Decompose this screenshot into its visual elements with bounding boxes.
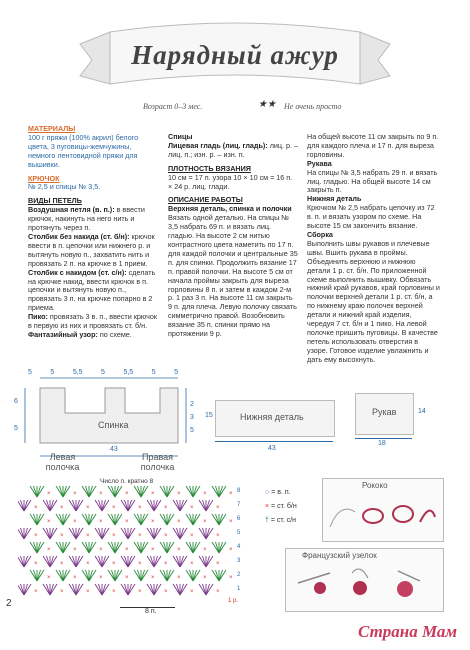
sc-mark: × xyxy=(229,547,233,553)
sc-mark: × xyxy=(86,589,90,595)
stitch-mark xyxy=(212,570,219,581)
sc-mark: × xyxy=(86,533,90,539)
stitch-mark xyxy=(37,486,44,497)
page-number: 2 xyxy=(6,598,12,609)
sc-mark: × xyxy=(73,491,77,497)
sc-mark: × xyxy=(47,519,51,525)
stitch-mark xyxy=(95,556,102,567)
hook-heading: КРЮЧОК xyxy=(28,173,60,183)
single-crochet-icon: × xyxy=(265,503,270,510)
stitch-mark xyxy=(134,514,141,525)
stitch-mark xyxy=(37,542,44,553)
stitch-mark xyxy=(89,486,96,497)
left-dim-2: 5 xyxy=(14,425,18,432)
dim: 5 xyxy=(28,369,32,376)
stitch-mark xyxy=(56,486,63,497)
stitch-mark xyxy=(154,556,161,567)
sc-mark: × xyxy=(34,589,38,595)
stitch-mark xyxy=(82,570,89,581)
stitch-mark xyxy=(212,514,219,525)
density-text: 10 см = 17 п. узора 10 × 10 см = 16 п. × 24 р. лиц. глади. xyxy=(168,172,293,191)
crochet-chart xyxy=(18,485,233,605)
stitch-mark xyxy=(108,486,115,497)
stitch-mark xyxy=(167,514,174,525)
stitch-mark xyxy=(167,542,174,553)
stitch-mark xyxy=(102,528,109,539)
sc-mark: × xyxy=(216,505,220,511)
sc-mark: × xyxy=(125,519,129,525)
stitch-mark xyxy=(128,584,135,595)
stitch-mark xyxy=(69,584,76,595)
upper-part-text: Вязать одной деталью. На спицы № 3,5 набрать 69 п. и вязать лиц. гладью. На высоте 2 см нитью контрастного цвета наметить по 17 п. для каждой полочки и центральные 35 п. для спинки. Продолжить вязание 17 п. правой полочки. На высоте 5 см от начала проймы закрыть для выреза горловины 8 п. и затем в каждом 2-м р. 1 раз 3 п. На высоте 11 см закрыть 9 п. для плеча. Левую полочку связать симметрично правой. Возобновить вязание 35 п. спинки прямо на протяжении 9 р. xyxy=(168,213,298,339)
stitch-mark xyxy=(141,514,148,525)
stitch-mark xyxy=(30,542,37,553)
stitch-mark xyxy=(43,556,50,567)
stockinette-label: Лицевая гладь (лиц. гладь): xyxy=(168,140,268,150)
french-knot-illustration xyxy=(290,563,440,608)
stitch-mark xyxy=(89,514,96,525)
sc-mark: × xyxy=(151,575,155,581)
sc-mark: × xyxy=(229,519,233,525)
row-number: 1 xyxy=(237,586,241,592)
lower-part-label: Нижняя деталь xyxy=(307,194,362,204)
stitch-mark xyxy=(186,542,193,553)
stitch-mark xyxy=(30,570,37,581)
stitch-mark xyxy=(102,556,109,567)
stitch-mark xyxy=(69,556,76,567)
sc-mark: × xyxy=(138,505,142,511)
difficulty-label: Не очень просто xyxy=(284,102,342,111)
stitch-mark xyxy=(173,584,180,595)
dim: 5,5 xyxy=(123,369,134,376)
watermark: Страна Мам xyxy=(358,622,458,641)
sc-mark: × xyxy=(73,519,77,525)
stitch-mark xyxy=(186,514,193,525)
repeat-line xyxy=(120,607,175,608)
sc-mark: × xyxy=(229,491,233,497)
sc-mark: × xyxy=(138,589,142,595)
stitch-mark xyxy=(43,500,50,511)
stitch-mark xyxy=(121,584,128,595)
materials-heading: МАТЕРИАЛЫ xyxy=(28,124,76,133)
stitch-mark xyxy=(63,542,70,553)
sc-mark: × xyxy=(203,491,207,497)
stitch-mark xyxy=(76,500,83,511)
stitch-mark xyxy=(50,500,57,511)
stitch-mark xyxy=(56,542,63,553)
sc-mark: × xyxy=(47,575,51,581)
sc-mark: × xyxy=(164,589,168,595)
sc-mark: × xyxy=(86,505,90,511)
sc-mark: × xyxy=(112,533,116,539)
fancy-label: Фантазийный узор: xyxy=(28,329,98,339)
stitch-mark xyxy=(108,542,115,553)
sc-text: крючок ввести в п. цепочки или нижнего р. и вытянуть новую п., захватить нить и провязать 2 п. на крючке в 1 прием. xyxy=(28,231,155,268)
column-materials xyxy=(28,125,158,340)
stitch-mark xyxy=(108,570,115,581)
stitch-mark xyxy=(134,486,141,497)
sc-mark: × xyxy=(138,533,142,539)
sc-mark: × xyxy=(125,575,129,581)
chain-icon: ○ xyxy=(265,489,270,496)
picot-text: провязать 3 в. п., ввести крючок в первую из них и провязать ст. б/н. xyxy=(28,312,157,331)
stitch-mark xyxy=(50,584,57,595)
sc-mark: × xyxy=(34,505,38,511)
stitch-mark xyxy=(108,514,115,525)
sc-mark: × xyxy=(86,561,90,567)
stitch-mark xyxy=(115,570,122,581)
sc-mark: × xyxy=(125,491,129,497)
stitch-mark xyxy=(89,570,96,581)
stitch-mark xyxy=(95,584,102,595)
sc-mark: × xyxy=(190,561,194,567)
sleeve-label: Рукав xyxy=(372,407,397,417)
stitch-mark xyxy=(199,584,206,595)
lower-width-line xyxy=(215,441,333,442)
lower-part-label: Нижняя деталь xyxy=(240,412,304,422)
stitch-mark xyxy=(160,514,167,525)
materials-text: 100 г пряжи (100% акрил) белого цвета, 3 пуговицы-жемчужины, немного лентовидной пряжи для вышивки. xyxy=(28,132,139,169)
sleeves-label: Рукава xyxy=(307,158,332,168)
stitch-mark xyxy=(199,500,206,511)
row-number: 2 xyxy=(237,572,241,578)
stitch-mark xyxy=(56,570,63,581)
row-number: 4 xyxy=(237,544,241,550)
stitch-mark xyxy=(167,570,174,581)
assembly-label: Сборка xyxy=(307,229,333,239)
continued-text: На общей высоте 11 см закрыть по 9 п. для каждого плеча и 17 п. для выреза горловины. xyxy=(307,132,439,159)
stitch-mark xyxy=(24,500,31,511)
stitch-mark xyxy=(206,584,213,595)
stitch-mark xyxy=(219,570,226,581)
sc-mark: × xyxy=(203,519,207,525)
stitch-mark xyxy=(56,514,63,525)
stitch-mark xyxy=(128,500,135,511)
stitch-mark xyxy=(128,556,135,567)
sc-mark: × xyxy=(138,561,142,567)
stitch-mark xyxy=(212,542,219,553)
french-knot-title: Французский узелок xyxy=(302,551,377,560)
stitch-mark xyxy=(147,584,154,595)
dim: 5 xyxy=(174,369,178,376)
lower-width: 43 xyxy=(268,445,276,452)
stitch-mark xyxy=(30,514,37,525)
stitch-mark xyxy=(160,486,167,497)
sc-mark: × xyxy=(99,519,103,525)
stockinette-text: лиц. р. – лиц. п.; изн. р. – изн. п. xyxy=(168,140,298,159)
needles-heading: Спицы xyxy=(168,132,193,141)
sc-label: Столбик без накида (ст. б/н): xyxy=(28,231,130,241)
stitch-mark xyxy=(193,570,200,581)
description-heading: ОПИСАНИЕ РАБОТЫ xyxy=(168,195,243,205)
stitch-mark xyxy=(50,528,57,539)
stitch-mark xyxy=(69,500,76,511)
stitch-mark xyxy=(173,556,180,567)
dc-text: сделать на крючке накид, ввести крючок в п. цепочки и вытянуть новую п., провязать 3 п. на крючке попарно в 2 приема. xyxy=(28,267,156,313)
air-label: Воздушная петля (в. п.): xyxy=(28,205,115,215)
stitch-mark xyxy=(141,486,148,497)
legend-label: = в. п. xyxy=(271,489,291,496)
sc-mark: × xyxy=(190,589,194,595)
stitch-mark xyxy=(173,528,180,539)
sc-mark: × xyxy=(203,547,207,553)
sc-mark: × xyxy=(34,533,38,539)
top-dimensions xyxy=(28,369,178,376)
sc-mark: × xyxy=(47,491,51,497)
sc-mark: × xyxy=(216,589,220,595)
sleeve-width-line xyxy=(355,438,412,439)
stitch-mark xyxy=(154,528,161,539)
stitch-mark xyxy=(180,556,187,567)
column-description xyxy=(168,133,298,339)
dim: 2 xyxy=(190,401,194,408)
stitch-mark xyxy=(76,556,83,567)
stitch-mark xyxy=(37,570,44,581)
stitch-mark xyxy=(160,570,167,581)
stitch-mark xyxy=(160,542,167,553)
stitch-mark xyxy=(219,514,226,525)
stitch-mark xyxy=(206,500,213,511)
stitch-mark xyxy=(82,514,89,525)
stitch-mark xyxy=(102,584,109,595)
stitch-mark xyxy=(147,528,154,539)
dim: 5 xyxy=(190,427,194,434)
sleeve-height: 14 xyxy=(418,408,426,415)
legend-label: = ст. с/н xyxy=(270,517,297,524)
stitch-mark xyxy=(24,528,31,539)
stitch-mark xyxy=(95,528,102,539)
stitch-mark xyxy=(147,500,154,511)
sc-mark: × xyxy=(190,533,194,539)
stitch-mark xyxy=(50,556,57,567)
stitch-mark xyxy=(154,500,161,511)
stitch-mark xyxy=(134,542,141,553)
sc-mark: × xyxy=(34,561,38,567)
stitch-mark xyxy=(186,486,193,497)
dim: 5 xyxy=(101,369,105,376)
chart-row-numbers xyxy=(237,484,240,596)
sc-mark: × xyxy=(229,575,233,581)
stitch-mark xyxy=(82,486,89,497)
stitch-mark xyxy=(212,486,219,497)
page-title: Нарядный ажур xyxy=(131,40,339,70)
dim: 3 xyxy=(190,414,194,421)
sc-mark: × xyxy=(112,505,116,511)
sc-mark: × xyxy=(216,561,220,567)
air-text: в ввести крючок, накинуть на него нить и протянуть через п. xyxy=(28,205,145,233)
density-heading: ПЛОТНОСТЬ ВЯЗАНИЯ xyxy=(168,163,251,173)
sleeve-width: 18 xyxy=(378,440,386,447)
lower-height: 15 xyxy=(205,412,213,419)
stitch-mark xyxy=(95,500,102,511)
stitch-mark xyxy=(63,514,70,525)
sc-mark: × xyxy=(60,561,64,567)
stitch-mark xyxy=(24,556,31,567)
stitch-mark xyxy=(219,486,226,497)
stitch-mark xyxy=(121,556,128,567)
stitch-mark xyxy=(180,500,187,511)
upper-part-label: Верхняя деталь, спинка и полочки xyxy=(168,204,292,214)
row-number: 7 xyxy=(237,502,241,508)
sc-mark: × xyxy=(203,575,207,581)
stitch-mark xyxy=(206,556,213,567)
chart-caption: Число п. кратно 8 xyxy=(100,478,154,485)
chart-start-label: 1 р. xyxy=(228,598,239,604)
stitch-mark xyxy=(63,570,70,581)
stitch-mark xyxy=(69,528,76,539)
sc-mark: × xyxy=(177,547,181,553)
sc-mark: × xyxy=(164,505,168,511)
sc-mark: × xyxy=(164,561,168,567)
stitch-mark xyxy=(43,528,50,539)
sc-mark: × xyxy=(177,575,181,581)
sc-mark: × xyxy=(73,575,77,581)
sc-mark: × xyxy=(60,505,64,511)
picot-label: Пико: xyxy=(28,312,48,322)
stitch-mark xyxy=(154,584,161,595)
stitch-mark xyxy=(102,500,109,511)
sc-mark: × xyxy=(99,575,103,581)
stitch-mark xyxy=(141,570,148,581)
sc-mark: × xyxy=(99,491,103,497)
sc-mark: × xyxy=(60,533,64,539)
sc-mark: × xyxy=(99,547,103,553)
sleeves-text: На спицы № 3,5 набрать 29 п. и вязать лиц. гладью. На общей высоте 14 см закрыть п. xyxy=(307,167,438,195)
lower-part-text: Крючком № 2,5 набрать цепочку из 72 в. п. и вязать узором по схеме. На высоте 15 см закончить вязание. xyxy=(307,203,435,231)
stitch-mark xyxy=(173,500,180,511)
dim: 5,5 xyxy=(72,369,83,376)
rococo-title: Рококо xyxy=(362,481,388,490)
stitch-mark xyxy=(121,500,128,511)
stitch-mark xyxy=(180,584,187,595)
stitch-mark xyxy=(147,556,154,567)
stitch-mark xyxy=(24,584,31,595)
sc-mark: × xyxy=(125,547,129,553)
row-number: 5 xyxy=(237,530,241,536)
stitch-mark xyxy=(76,584,83,595)
hook-text: № 2,5 и спицы № 3,5. xyxy=(28,182,101,192)
stitch-mark xyxy=(193,486,200,497)
difficulty-stars: ★★ xyxy=(258,99,276,110)
row-number: 8 xyxy=(237,488,241,494)
stitches-heading: ВИДЫ ПЕТЕЛЬ xyxy=(28,196,82,206)
sc-mark: × xyxy=(190,505,194,511)
stitch-mark xyxy=(43,584,50,595)
stitch-mark xyxy=(167,486,174,497)
dim: 5 xyxy=(151,369,156,376)
stitch-mark xyxy=(134,570,141,581)
sc-mark: × xyxy=(177,519,181,525)
sc-mark: × xyxy=(112,589,116,595)
stitch-mark xyxy=(141,542,148,553)
upper-width: 43 xyxy=(110,446,118,453)
back-label: Спинка xyxy=(98,420,129,430)
fancy-text: по схеме. xyxy=(99,329,132,339)
left-front-label: Левая полочка xyxy=(45,452,80,472)
stitch-mark xyxy=(115,486,122,497)
stitch-mark xyxy=(115,542,122,553)
stitch-mark xyxy=(128,528,135,539)
stitch-mark xyxy=(115,514,122,525)
stitch-mark xyxy=(193,514,200,525)
stitch-mark xyxy=(199,556,206,567)
dc-label: Столбик с накидом (ст. с/н): xyxy=(28,267,127,277)
sc-mark: × xyxy=(177,491,181,497)
row-number: 3 xyxy=(237,558,241,564)
double-crochet-icon: † xyxy=(265,517,269,524)
stitch-mark xyxy=(63,486,70,497)
rococo-illustration xyxy=(325,492,440,537)
chart-repeat-label: 8 п. xyxy=(145,608,157,615)
stitch-mark xyxy=(219,542,226,553)
sc-mark: × xyxy=(112,561,116,567)
right-dims xyxy=(190,398,194,437)
sc-mark: × xyxy=(60,589,64,595)
dim: 5 xyxy=(50,369,55,376)
stitch-mark xyxy=(76,528,83,539)
age-label: Возраст 0–3 мес. xyxy=(143,102,203,111)
stitch-mark xyxy=(89,542,96,553)
sc-mark: × xyxy=(216,533,220,539)
stitch-mark xyxy=(37,514,44,525)
sc-mark: × xyxy=(73,547,77,553)
right-front-label: Правая полочка xyxy=(140,452,175,472)
sc-mark: × xyxy=(151,547,155,553)
stitch-mark xyxy=(180,528,187,539)
assembly-text: Выполнить швы рукавов и плечевые швы. Вшить рукава в проймы. Объединить верхнюю и нижнюю детали 1 р. ст. б/н. По приложенной схеме выполнить вышивку. Обвязать нижний край рукавов, край горловины и полочки верхней детали 1 р. ст. б/н, а по нижнему краю полочек верхней детали и нижний край изделия, чередуя 7 ст. б/н и 1 пико. На левой полочке пришить пуговицы. В качестве петель использовать отверстия в узоре. Готовое изделие увлажнить и дать ему высохнуть. xyxy=(307,238,440,364)
stitch-mark xyxy=(121,528,128,539)
column-continued xyxy=(307,133,440,365)
stitch-mark xyxy=(199,528,206,539)
chart-legend xyxy=(265,486,297,528)
stitch-mark xyxy=(82,542,89,553)
stitch-mark xyxy=(193,542,200,553)
sc-mark: × xyxy=(47,547,51,553)
sc-mark: × xyxy=(164,533,168,539)
stitch-mark xyxy=(206,528,213,539)
stitch-mark xyxy=(30,486,37,497)
sc-mark: × xyxy=(151,519,155,525)
sc-mark: × xyxy=(151,491,155,497)
row-number: 6 xyxy=(237,516,241,522)
legend-label: = ст. б/н xyxy=(271,503,297,510)
left-dim-1: 6 xyxy=(14,398,18,405)
stitch-mark xyxy=(186,570,193,581)
